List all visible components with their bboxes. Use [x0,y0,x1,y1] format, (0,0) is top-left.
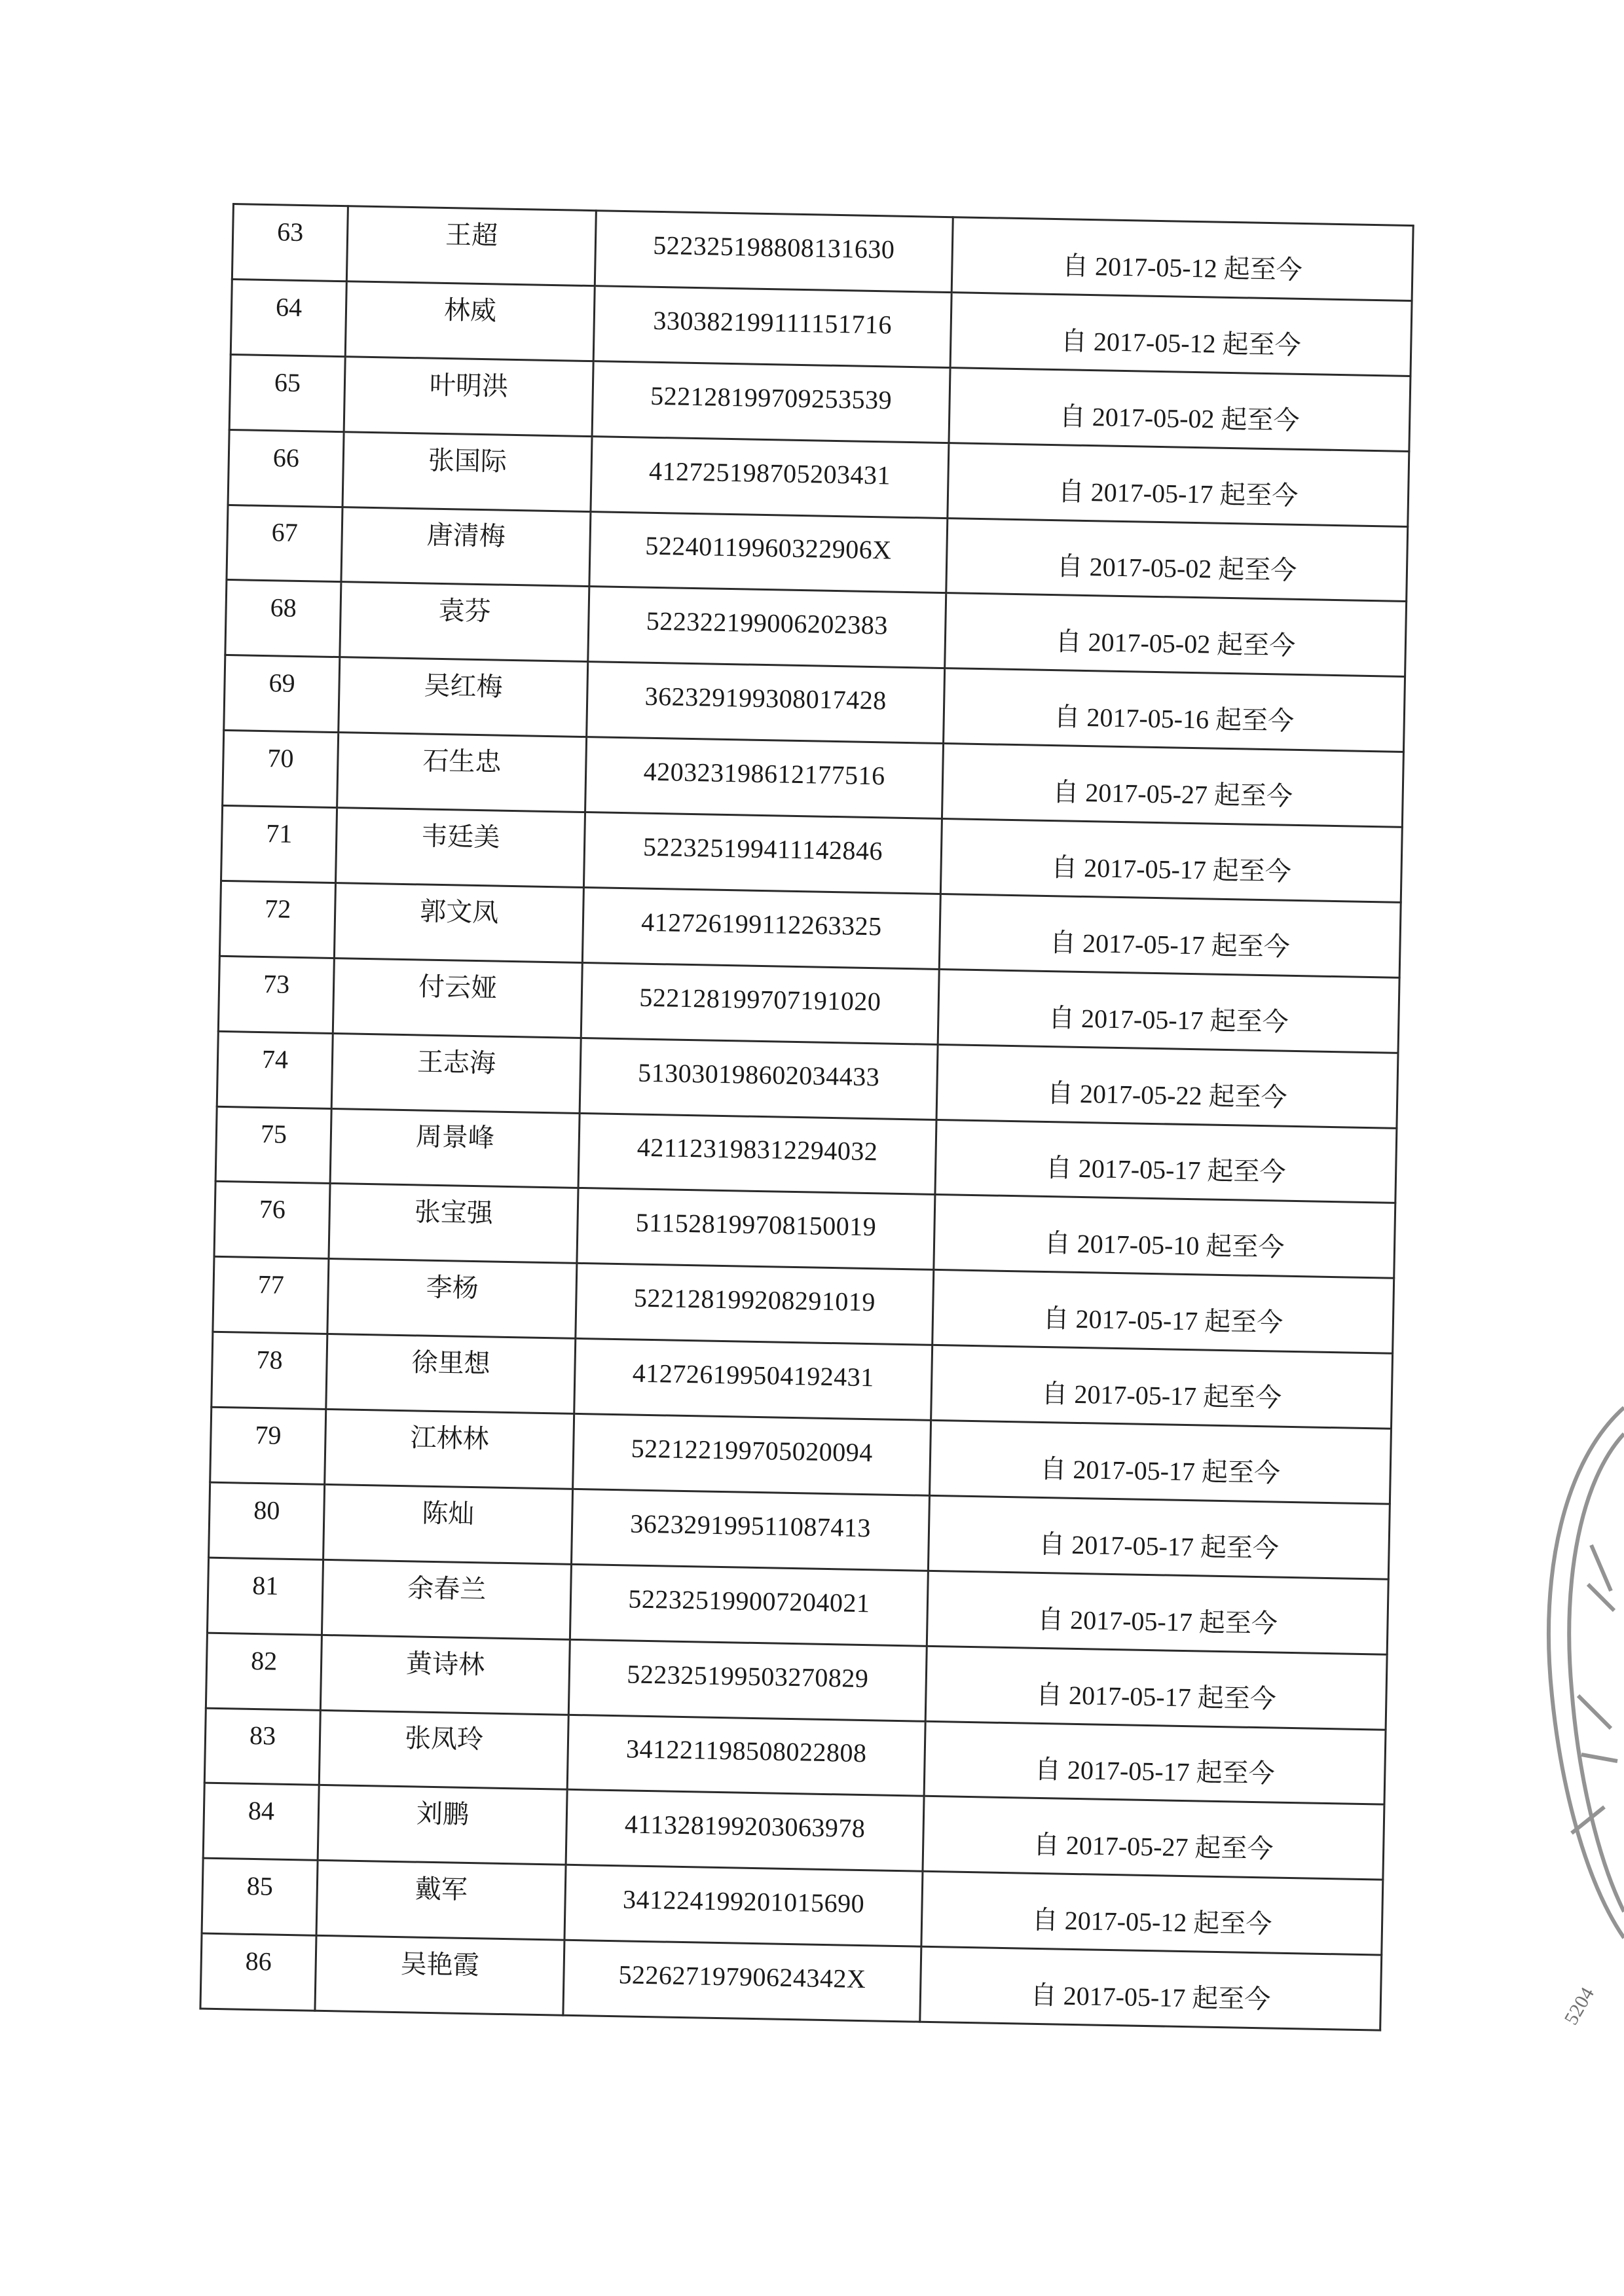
row-number-cell [202,1858,318,1935]
id-number: 330382199111151716 [653,305,893,340]
id-number-cell [587,662,945,744]
row-number-cell [215,1106,331,1184]
name-cell [325,1409,574,1489]
id-number-cell [568,1639,927,1721]
person-name: 王超 [445,219,498,251]
enrollment-period: 自 2017-05-17 起至今 [1038,1529,1280,1563]
person-name: 徐里想 [411,1347,490,1379]
person-name: 唐清梅 [426,520,506,552]
id-number: 420323198612177516 [643,756,886,791]
row-number: 67 [271,517,299,548]
name-cell [346,206,596,286]
period-cell [940,819,1402,903]
name-cell [327,1259,577,1339]
row-number: 81 [251,1570,279,1601]
row-number-cell [207,1558,323,1635]
period-cell [931,1345,1393,1429]
id-number-cell [592,361,950,443]
period-cell [924,1721,1386,1805]
name-cell [345,282,595,361]
person-name: 戴军 [415,1874,468,1905]
row-number-cell [212,1332,327,1409]
row-number-cell [224,655,340,733]
seal-partial-text: 5204 [1560,1984,1599,2029]
id-number-cell [588,587,946,668]
id-number-cell [573,1413,931,1495]
person-name: 刘鹏 [416,1798,470,1830]
enrollment-period: 自 2017-05-12 起至今 [1060,326,1302,360]
row-number: 79 [255,1419,282,1450]
roster-table [199,203,1414,2032]
name-cell [319,1710,568,1790]
period-cell [945,593,1407,677]
id-number: 412726199112263325 [640,907,883,941]
enrollment-period: 自 2017-05-17 起至今 [1058,476,1299,511]
id-number-cell [581,962,939,1044]
person-name: 付云娅 [418,972,498,1003]
name-cell [330,1108,580,1188]
id-number: 522128199208291019 [633,1283,876,1317]
person-name: 余春兰 [407,1573,487,1605]
enrollment-period: 自 2017-05-02 起至今 [1056,551,1297,586]
period-cell [925,1646,1387,1730]
row-number: 72 [264,893,291,924]
row-number-cell [210,1407,326,1484]
row-number-cell [225,580,341,657]
id-number-cell [574,1339,932,1421]
name-cell [322,1559,571,1639]
id-number: 362329199308017428 [644,681,887,716]
row-number: 69 [268,668,295,699]
id-number: 522325199007204021 [628,1584,870,1618]
enrollment-period: 自 2017-05-17 起至今 [1049,927,1291,962]
person-name: 黄诗林 [405,1648,485,1679]
enrollment-period: 自 2017-05-12 起至今 [1031,1905,1272,1939]
enrollment-period: 自 2017-05-02 起至今 [1055,627,1296,661]
period-cell [921,1871,1383,1955]
name-cell [326,1334,576,1414]
row-number-cell [223,731,339,808]
id-number-cell [585,737,944,819]
row-number: 82 [250,1645,278,1676]
period-cell [949,367,1411,451]
name-cell [342,431,592,511]
row-number-cell [231,279,346,356]
name-cell [331,1033,581,1113]
row-number-cell [209,1482,325,1559]
id-number: 52240119960322906X [644,531,893,565]
period-cell [944,668,1405,752]
row-number: 66 [272,442,300,473]
id-number-cell [580,1038,938,1120]
period-cell [939,894,1401,977]
period-cell [942,744,1403,828]
name-cell [334,883,583,962]
seal-icon [1526,1388,1624,2108]
id-number-cell [593,286,951,368]
name-cell [341,507,591,587]
enrollment-period: 自 2017-05-27 起至今 [1033,1830,1274,1864]
row-number-cell [219,881,335,958]
name-cell [329,1184,578,1264]
name-cell [340,582,589,662]
row-number-cell [206,1633,322,1710]
row-number-cell [213,1257,329,1334]
row-number: 76 [259,1194,286,1225]
id-number: 522325199503270829 [627,1658,869,1693]
name-cell [339,657,588,737]
seal-inner-ring [1569,1434,1624,1912]
enrollment-period: 自 2017-05-10 起至今 [1044,1228,1285,1263]
person-name: 李杨 [426,1272,479,1303]
row-number: 80 [253,1495,280,1525]
id-number-cell [583,812,942,894]
period-cell [928,1495,1390,1579]
id-number-cell [564,1865,923,1947]
row-number: 68 [270,592,297,623]
name-cell [333,958,582,1038]
enrollment-period: 自 2017-05-17 起至今 [1035,1679,1277,1714]
name-cell [320,1635,570,1715]
row-number: 63 [276,217,304,247]
name-cell [335,808,585,888]
name-cell [318,1785,567,1865]
id-number: 341224199201015690 [622,1884,865,1919]
id-number: 522128199709253539 [650,380,893,415]
id-number-cell [566,1790,924,1872]
seal-glyph-strokes [1572,1545,1617,1833]
row-number-cell [232,204,348,282]
enrollment-period: 自 2017-05-17 起至今 [1040,1453,1281,1488]
row-number: 86 [245,1946,272,1977]
period-cell [938,969,1399,1053]
period-cell [927,1571,1388,1654]
person-name: 陈灿 [421,1498,475,1529]
person-name: 张宝强 [414,1197,494,1228]
row-number-cell [228,429,344,507]
row-number: 71 [265,818,293,848]
id-number: 522322199006202383 [646,606,889,640]
row-number-cell [203,1783,319,1860]
row-number-cell [218,956,334,1033]
enrollment-period: 自 2017-05-17 起至今 [1030,1980,1271,2014]
id-number-cell [591,436,949,518]
enrollment-period: 自 2017-05-17 起至今 [1041,1379,1282,1413]
id-number-cell [571,1489,929,1571]
row-number: 77 [257,1269,285,1300]
row-number-cell [214,1182,330,1259]
name-cell [316,1861,566,1941]
row-number-cell [229,354,345,431]
enrollment-period: 自 2017-05-17 起至今 [1050,852,1292,886]
row-number: 74 [261,1044,289,1074]
person-name: 林威 [443,295,497,326]
row-number: 64 [275,292,303,322]
enrollment-period: 自 2017-05-27 起至今 [1052,777,1293,811]
period-cell [946,518,1408,602]
enrollment-period: 自 2017-05-02 起至今 [1059,401,1300,435]
row-number-cell [204,1708,320,1785]
enrollment-period: 自 2017-05-17 起至今 [1045,1153,1286,1188]
id-number: 522325198808131630 [653,230,895,264]
person-name: 袁芬 [438,596,492,627]
id-number-cell [582,887,940,969]
id-number: 522128199707191020 [638,982,881,1017]
id-number: 341221198508022808 [625,1734,867,1768]
row-number: 78 [256,1345,284,1375]
id-number: 412725198705203431 [648,456,891,490]
name-cell [315,1935,564,2015]
period-cell [948,443,1409,526]
roster-table-container [199,203,1414,2032]
id-number-cell [563,1940,921,2022]
period-cell [934,1195,1395,1279]
id-number-cell [567,1715,925,1796]
row-number-cell [227,505,342,582]
person-name: 吴艳霞 [400,1949,480,1980]
person-name: 张凤玲 [404,1723,484,1755]
row-number-cell [221,805,337,883]
name-cell [337,733,587,812]
person-name: 郭文凤 [419,896,499,928]
id-number-cell [578,1113,936,1195]
id-number: 362329199511087413 [629,1508,872,1543]
id-number-cell [576,1264,934,1345]
id-number: 52262719790624342X [618,1959,866,1994]
person-name: 江林林 [410,1423,489,1454]
id-number: 522122199705020094 [631,1433,874,1468]
id-number: 522325199411142846 [642,831,883,866]
official-seal-fragment [1526,1388,1624,2108]
person-name: 吴红梅 [424,670,503,702]
enrollment-period: 自 2017-05-17 起至今 [1037,1604,1278,1639]
id-number-cell [577,1188,935,1270]
row-number-cell [200,1933,316,2011]
period-cell [932,1270,1394,1354]
period-cell [923,1796,1384,1880]
person-name: 王志海 [416,1046,496,1078]
period-cell [950,293,1412,376]
period-cell [936,1044,1398,1128]
row-number: 85 [246,1871,274,1901]
id-number-cell [570,1564,928,1646]
row-number: 84 [248,1796,275,1826]
enrollment-period: 自 2017-05-17 起至今 [1043,1303,1283,1338]
period-cell [935,1120,1397,1203]
id-number-cell [589,511,948,593]
enrollment-period: 自 2017-05-22 起至今 [1046,1078,1287,1112]
id-number: 421123198312294032 [637,1133,878,1167]
name-cell [323,1484,573,1564]
row-number: 73 [263,968,290,999]
enrollment-period: 自 2017-05-16 起至今 [1054,702,1295,737]
id-number-cell [595,211,953,293]
row-number: 70 [267,743,294,773]
roster-table-body [200,204,1413,2031]
id-number: 411328199203063978 [624,1809,866,1844]
id-number: 412726199504192431 [632,1358,875,1393]
person-name: 叶明洪 [429,370,509,401]
enrollment-period: 自 2017-05-17 起至今 [1034,1755,1276,1789]
person-name: 石生忠 [422,746,502,777]
period-cell [930,1420,1392,1504]
row-number: 65 [274,367,301,397]
row-number: 83 [249,1721,276,1751]
id-number: 513030198602034433 [637,1057,880,1091]
enrollment-period: 自 2017-05-17 起至今 [1048,1002,1289,1037]
row-number-cell [217,1031,333,1108]
name-cell [344,356,593,436]
person-name: 韦廷美 [420,821,500,852]
enrollment-period: 自 2017-05-12 起至今 [1061,251,1303,285]
person-name: 张国际 [428,445,507,477]
period-cell [920,1946,1382,2030]
seal-outer-ring [1549,1408,1624,1938]
period-cell [951,217,1413,301]
id-number: 511528199708150019 [635,1207,877,1242]
row-number: 75 [260,1119,287,1150]
person-name: 周景峰 [415,1121,495,1154]
